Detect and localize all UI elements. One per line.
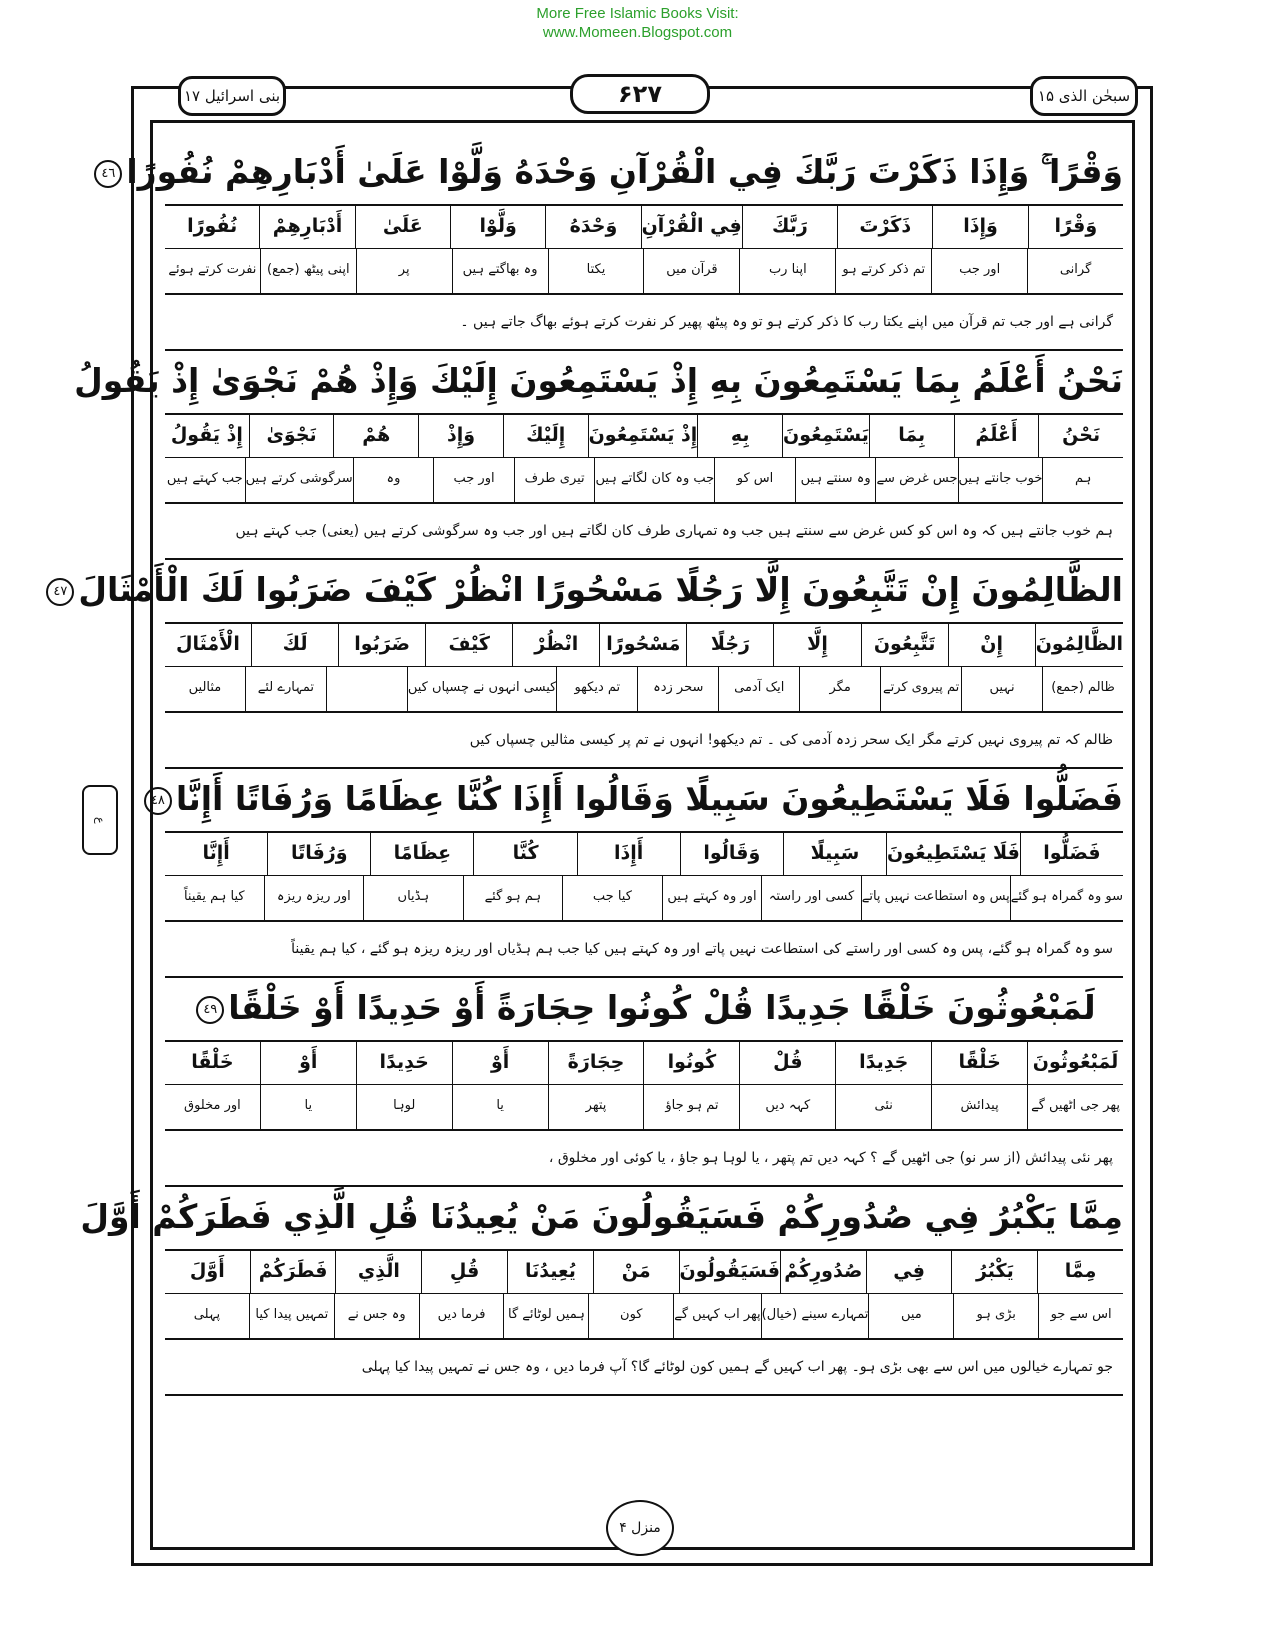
arabic-word-cell: بِهِ <box>697 415 782 457</box>
arabic-word-cell: صُدُورِكُمْ <box>780 1251 866 1293</box>
urdu-translation-line: ہم خوب جانتے ہیں کہ وہ اس کو کس غرض سے سنتے ہیں جب وہ تمہاری طرف کان لگاتے ہیں اور جب وہ سرگوشی کرتے ہیں (یعنی) جب کہتے ہیں <box>165 504 1123 560</box>
urdu-meaning-cell: تیری طرف <box>514 458 595 502</box>
arabic-word-cell: إِنْ <box>948 624 1035 666</box>
urdu-meaning-cell: پہلی <box>193 1307 221 1322</box>
urdu-translation-line: سو وہ گمراہ ہو گئے، پس وہ کسی اور راستے کی استطاعت نہیں پاتے اور وہ کہتے ہیں کیا جب ہم ہڈیاں اور ریزہ ریزہ ہو گئے ، کیا ہم یقیناً <box>165 922 1123 978</box>
arabic-word-cell: قُلْ <box>739 1042 835 1084</box>
arabic-word-cell: كُونُوا <box>643 1042 739 1084</box>
urdu-meaning-cell: پھر جی اٹھیں گے <box>1027 1085 1123 1129</box>
ayah-number-marker: ٤٦ <box>94 160 122 188</box>
arabic-word-cell: ذَكَرْتَ <box>837 206 932 248</box>
arabic-word-cell: حِجَارَةً <box>548 1042 644 1084</box>
urdu-meaning-cell: کیسی انہوں نے چسپاں کیں <box>407 667 557 711</box>
ayah-number-marker: ٤٨ <box>144 787 172 815</box>
urdu-meaning-cell: پیدائش <box>931 1085 1027 1129</box>
arabic-word-cell: كُنَّا <box>473 833 576 875</box>
ayah-number-marker: ٤٩ <box>196 996 224 1024</box>
urdu-meaning-cell: بڑی ہو <box>953 1294 1038 1338</box>
word-grid <box>165 206 1123 295</box>
arabic-word-cell: أَدْبَارِهِمْ <box>259 206 354 248</box>
arabic-verse-text: فَضَلُّوا فَلَا يَسْتَطِيعُونَ سَبِيلًا وَقَالُوا أَإِذَا كُنَّا عِظَامًا وَرُفَاتًا أَإِنَّا <box>175 779 1123 818</box>
urdu-translation-line: جو تمہارے خیالوں میں اس سے بھی بڑی ہو۔ پھر اب کہیں گے ہمیں کون لوٹائے گا؟ آپ فرما دیں ، وہ جس نے تمہیں پیدا کیا پہلی <box>165 1340 1123 1396</box>
word-grid <box>165 1042 1123 1131</box>
urdu-meaning-cell: پھر اب کہیں گے <box>673 1294 760 1338</box>
word-grid <box>165 1251 1123 1340</box>
arabic-words-row <box>165 624 1123 667</box>
urdu-meaning-cell: کون <box>588 1294 673 1338</box>
word-grid <box>165 833 1123 922</box>
urdu-meaning-cell: کہہ دیں <box>739 1085 835 1129</box>
arabic-words-row <box>165 206 1123 249</box>
urdu-meaning-cell: ہم <box>1042 458 1123 502</box>
urdu-meanings-row <box>165 667 1123 711</box>
arabic-word-cell: خَلْقًا <box>931 1042 1027 1084</box>
arabic-word-cell: نَحْنُ <box>1038 415 1123 457</box>
arabic-word-cell: الَّذِي <box>335 1251 421 1293</box>
urdu-translation-line: ظالم کہ تم پیروی نہیں کرتے مگر ایک سحر زدہ آدمی کی ۔ تم دیکھو! انہوں نے تم پر کیسی مثالیں چسپاں کیں <box>165 713 1123 769</box>
arabic-word-cell: نَجْوَىٰ <box>249 415 334 457</box>
arabic-word-cell: إِلَّا <box>773 624 860 666</box>
arabic-verse-text: الظَّالِمُونَ إِنْ تَتَّبِعُونَ إِلَّا رَجُلًا مَسْحُورًا انْظُرْ كَيْفَ ضَرَبُوا لَكَ الْأَمْثَالَ <box>78 570 1123 609</box>
arabic-word-cell: فَطَرَكُمْ <box>250 1251 336 1293</box>
urdu-meaning-cell: مثالیں <box>188 680 222 695</box>
arabic-word-cell: عِظَامًا <box>370 833 473 875</box>
arabic-verse-line <box>165 978 1123 1042</box>
arabic-words-row <box>165 833 1123 876</box>
arabic-word-cell: جَدِيدًا <box>835 1042 931 1084</box>
urdu-meaning-cell: وہ جس نے <box>334 1294 419 1338</box>
page-content <box>53 142 1123 1396</box>
urdu-meaning-cell: گرانی <box>1027 249 1123 293</box>
urdu-meaning-cell: نفرت کرتے ہوئے <box>168 262 257 277</box>
arabic-word-cell: يَسْتَمِعُونَ <box>782 415 869 457</box>
urdu-meaning-cell: کیا جب <box>562 876 662 920</box>
urdu-meaning-cell: یا <box>260 1085 356 1129</box>
ruku-marker <box>82 785 118 855</box>
arabic-word-cell: مِمَّا <box>1037 1251 1123 1293</box>
arabic-word-cell: يَكْبُرُ <box>951 1251 1037 1293</box>
arabic-word-cell: وَقَالُوا <box>680 833 783 875</box>
urdu-translation-line: پھر نئی پیدائش (از سر نو) جی اٹھیں گے ؟ کہہ دیں تم پتھر ، یا لوہا ہو جاؤ ، یا کوئی اور مخلوق ، <box>165 1131 1123 1187</box>
urdu-meaning-cell: نئی <box>835 1085 931 1129</box>
word-grid <box>165 624 1123 713</box>
word-grid <box>165 415 1123 504</box>
arabic-verse-text: وَقْرًا ۚ وَإِذَا ذَكَرْتَ رَبَّكَ فِي الْقُرْآنِ وَحْدَهُ وَلَّوْا عَلَىٰ أَدْبَارِهِمْ نُفُورًا <box>126 152 1123 191</box>
urdu-meaning-cell: تم ہو جاؤ <box>643 1085 739 1129</box>
urdu-meaning-cell: تم پیروی کرتے <box>880 667 961 711</box>
urdu-meaning-cell: پر <box>356 249 452 293</box>
urdu-translation-line: گرانی ہے اور جب تم قرآن میں اپنے یکتا رب کا ذکر کرتے ہو تو وہ پیٹھ پھیر کر نفرت کرتے ہوئے بھاگ جاتے ہیں ۔ <box>165 295 1123 351</box>
urdu-meaning-cell: سو وہ گمراہ ہو گئے <box>1010 876 1123 920</box>
urdu-meaning-cell: لوہا <box>356 1085 452 1129</box>
urdu-meanings-row <box>165 1085 1123 1129</box>
urdu-meaning-cell: سرگوشی کرتے ہیں <box>245 458 353 502</box>
arabic-verse-line <box>53 560 1123 624</box>
arabic-word-cell: مَنْ <box>593 1251 679 1293</box>
arabic-word-cell: فِي <box>866 1251 952 1293</box>
urdu-meaning-cell: مگر <box>799 667 880 711</box>
urdu-meaning-cell: سحر زدہ <box>637 667 718 711</box>
urdu-meaning-cell: نہیں <box>961 667 1042 711</box>
arabic-word-cell: أَوْ <box>452 1042 548 1084</box>
arabic-word-cell: كَيْفَ <box>425 624 512 666</box>
arabic-word-cell: وَإِذْ <box>418 415 503 457</box>
urdu-meaning-cell: پتھر <box>548 1085 644 1129</box>
arabic-word-cell: تَتَّبِعُونَ <box>861 624 948 666</box>
urdu-meaning-cell: کسی اور راستہ <box>761 876 861 920</box>
arabic-word-cell: لَكَ <box>251 624 338 666</box>
manzil-marker: منزل ۴ <box>606 1500 674 1556</box>
arabic-word-cell: أَإِنَّا <box>202 842 230 864</box>
urdu-meaning-cell: اس سے جو <box>1038 1294 1123 1338</box>
promo-link[interactable] <box>0 4 1275 42</box>
urdu-meaning-cell: پس وہ استطاعت نہیں پاتے <box>861 876 1010 920</box>
arabic-word-cell: عَلَىٰ <box>355 206 450 248</box>
arabic-word-cell: وَحْدَهُ <box>545 206 640 248</box>
arabic-word-cell: يُعِيدُنَا <box>507 1251 593 1293</box>
arabic-word-cell: الْأَمْثَالَ <box>176 633 240 655</box>
urdu-meanings-row <box>165 1294 1123 1338</box>
urdu-meaning-cell: ہم ہو گئے <box>463 876 563 920</box>
arabic-word-cell: وَلَّوْا <box>450 206 545 248</box>
verse-block <box>80 1187 1123 1396</box>
arabic-word-cell: سَبِيلًا <box>783 833 886 875</box>
arabic-word-cell: أَإِذَا <box>577 833 680 875</box>
arabic-words-row <box>165 415 1123 458</box>
surah-name-label: بنی اسرائیل ۱۷ <box>178 76 286 116</box>
urdu-meaning-cell: ہڈیاں <box>363 876 463 920</box>
urdu-meaning-cell <box>326 667 407 711</box>
urdu-meaning-cell: میں <box>868 1294 953 1338</box>
arabic-word-cell: أَوْ <box>260 1042 356 1084</box>
arabic-word-cell: مَسْحُورًا <box>599 624 686 666</box>
verse-block <box>53 560 1123 769</box>
urdu-meaning-cell: یا <box>452 1085 548 1129</box>
arabic-word-cell: أَوَّلَ <box>189 1260 225 1282</box>
arabic-verse-line <box>80 1187 1123 1251</box>
juz-name-label: سبحٰن الذی ۱۵ <box>1030 76 1138 116</box>
verse-block <box>165 978 1123 1187</box>
urdu-meaning-cell: فرما دیں <box>419 1294 504 1338</box>
arabic-word-cell: فَضَلُّوا <box>1020 833 1123 875</box>
arabic-word-cell: رَجُلًا <box>686 624 773 666</box>
urdu-meaning-cell: جب کہتے ہیں <box>166 471 243 486</box>
arabic-verse-text: مِمَّا يَكْبُرُ فِي صُدُورِكُمْ فَسَيَقُولُونَ مَنْ يُعِيدُنَا قُلِ الَّذِي فَطَرَكُمْ أَوَّلَ <box>80 1197 1123 1236</box>
ayah-number-marker: ٤٧ <box>46 578 74 606</box>
arabic-word-cell: فَلَا يَسْتَطِيعُونَ <box>886 833 1020 875</box>
verse-block <box>74 351 1123 560</box>
arabic-word-cell: نُفُورًا <box>187 215 238 237</box>
arabic-word-cell: وَرُفَاتًا <box>267 833 370 875</box>
urdu-meaning-cell: ایک آدمی <box>718 667 799 711</box>
urdu-meaning-cell: اور مخلوق <box>184 1098 241 1113</box>
arabic-word-cell: فِي الْقُرْآنِ <box>641 206 742 248</box>
arabic-word-cell: رَبَّكَ <box>742 206 837 248</box>
urdu-meaning-cell: اور جب <box>931 249 1027 293</box>
arabic-word-cell: قُلِ <box>421 1251 507 1293</box>
page-number: ۶۲۷ <box>570 74 710 114</box>
arabic-verse-line <box>101 142 1123 206</box>
urdu-meaning-cell: وہ سنتے ہیں <box>795 458 876 502</box>
urdu-meaning-cell: ظالم (جمع) <box>1042 667 1123 711</box>
arabic-word-cell: وَقْرًا <box>1028 206 1123 248</box>
arabic-word-cell: وَإِذَا <box>932 206 1027 248</box>
urdu-meaning-cell: قرآن میں <box>643 249 739 293</box>
arabic-word-cell: حَدِيدًا <box>356 1042 452 1084</box>
urdu-meaning-cell: اپنا رب <box>739 249 835 293</box>
urdu-meaning-cell: اور وہ کہتے ہیں <box>662 876 762 920</box>
urdu-meaning-cell: خوب جانتے ہیں <box>958 458 1043 502</box>
urdu-meaning-cell: تم ذکر کرتے ہو <box>835 249 931 293</box>
urdu-meaning-cell: یکتا <box>548 249 644 293</box>
urdu-meaning-cell: تمہیں پیدا کیا <box>249 1294 334 1338</box>
arabic-words-row <box>165 1251 1123 1294</box>
promo-line-1: More Free Islamic Books Visit: <box>536 5 739 22</box>
urdu-meaning-cell: اور ریزہ ریزہ <box>264 876 364 920</box>
arabic-word-cell: فَسَيَقُولُونَ <box>679 1251 780 1293</box>
arabic-word-cell: الظَّالِمُونَ <box>1035 624 1123 666</box>
urdu-meanings-row <box>165 458 1123 502</box>
urdu-meaning-cell: وہ <box>353 458 434 502</box>
urdu-meaning-cell: وہ بھاگتے ہیں <box>452 249 548 293</box>
verse-block <box>101 142 1123 351</box>
verse-block <box>150 769 1123 978</box>
arabic-word-cell: انْظُرْ <box>512 624 599 666</box>
arabic-word-cell: بِمَا <box>869 415 954 457</box>
urdu-meaning-cell: جس غرض سے <box>875 458 957 502</box>
ruku-marker-text: ع <box>93 816 107 824</box>
arabic-verse-line <box>74 351 1123 415</box>
arabic-verse-text: لَمَبْعُوثُونَ خَلْقًا جَدِيدًا قُلْ كُونُوا حِجَارَةً أَوْ حَدِيدًا أَوْ خَلْقًا <box>228 988 1096 1027</box>
arabic-word-cell: خَلْقًا <box>191 1051 234 1073</box>
arabic-word-cell: إِذْ يَقُولُ <box>170 424 243 446</box>
urdu-meaning-cell: اپنی پیٹھ (جمع) <box>260 249 356 293</box>
urdu-meaning-cell: تمہارے لئے <box>245 667 326 711</box>
urdu-meaning-cell: تم دیکھو <box>556 667 637 711</box>
arabic-verse-text: نَحْنُ أَعْلَمُ بِمَا يَسْتَمِعُونَ بِهِ إِذْ يَسْتَمِعُونَ إِلَيْكَ وَإِذْ هُمْ نَجْوَىٰ إِذْ يَقُولُ <box>74 361 1123 400</box>
arabic-word-cell: هُمْ <box>333 415 418 457</box>
urdu-meaning-cell: تمہارے سینے (خیال) <box>761 1294 869 1338</box>
arabic-word-cell: ضَرَبُوا <box>338 624 425 666</box>
promo-line-2[interactable]: www.Momeen.Blogspot.com <box>542 24 733 41</box>
urdu-meaning-cell: اس کو <box>714 458 795 502</box>
arabic-words-row <box>165 1042 1123 1085</box>
arabic-word-cell: إِلَيْكَ <box>503 415 588 457</box>
urdu-meaning-cell: جب وہ کان لگاتے ہیں <box>594 458 714 502</box>
urdu-meaning-cell: ہمیں لوٹائے گا <box>503 1294 588 1338</box>
arabic-word-cell: إِذْ يَسْتَمِعُونَ <box>588 415 698 457</box>
urdu-meaning-cell: کیا ہم یقیناً <box>183 889 245 904</box>
urdu-meaning-cell: اور جب <box>433 458 514 502</box>
urdu-meanings-row <box>165 876 1123 920</box>
arabic-word-cell: أَعْلَمُ <box>954 415 1039 457</box>
urdu-meanings-row <box>165 249 1123 293</box>
arabic-word-cell: لَمَبْعُوثُونَ <box>1027 1042 1123 1084</box>
arabic-verse-line <box>150 769 1123 833</box>
